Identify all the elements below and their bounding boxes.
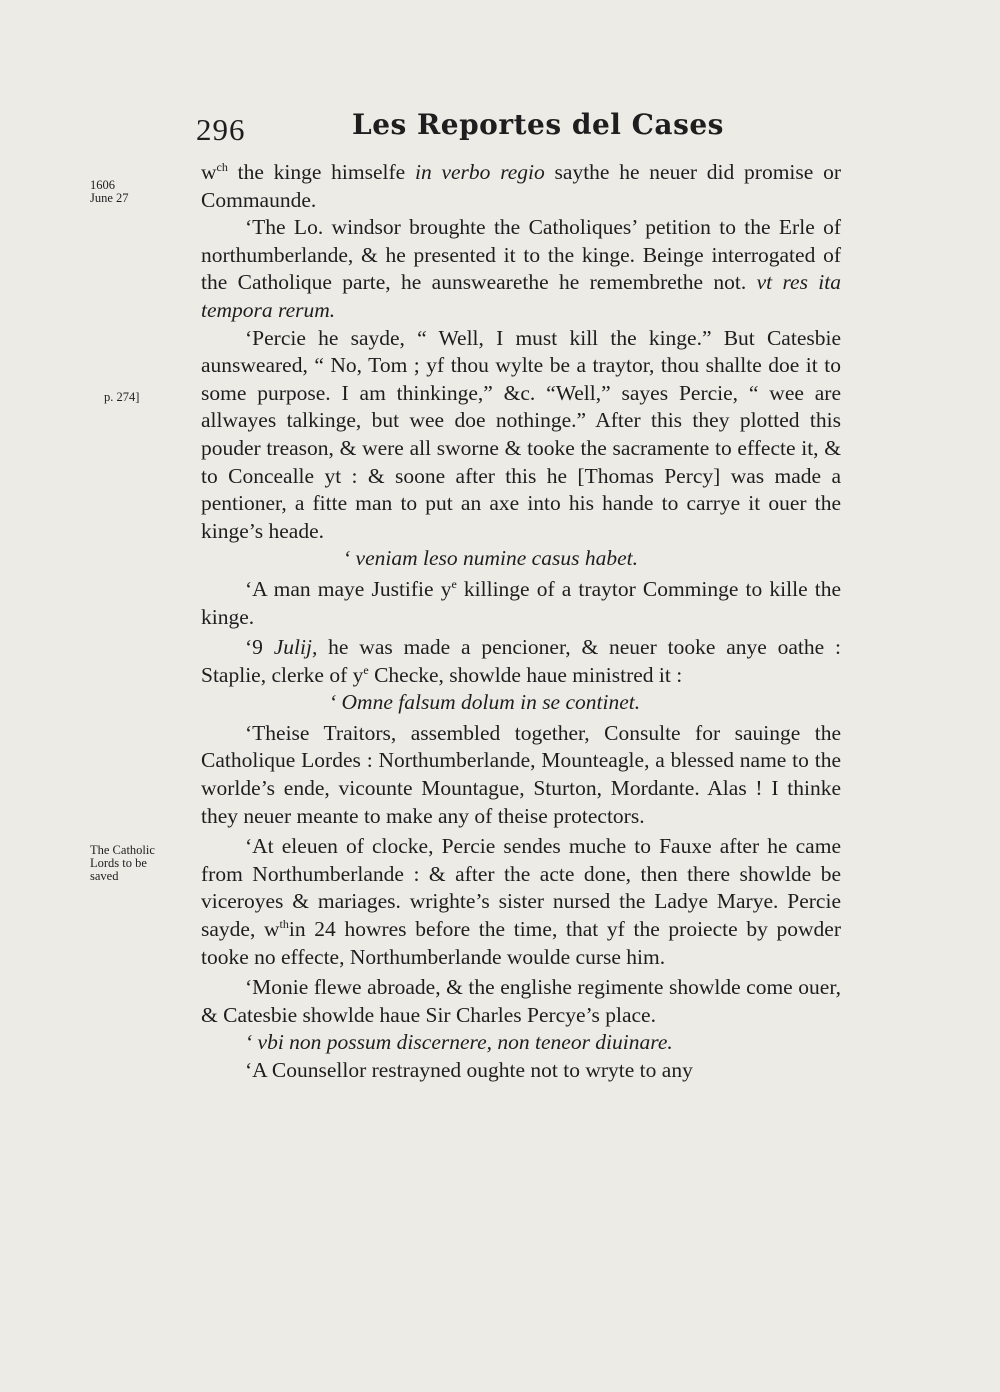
text-run: ‘The Lo. windsor broughte the Catholiques’ petition to the Erle of northumberlande, & he presented it to the kinge. Beinge interrogated of the Catholique parte, he aunswearethe he remembrethe not. [201,215,841,295]
superscript: ch [216,159,228,174]
superscript: e [451,576,457,591]
italic-phrase: in verbo regio [414,160,545,184]
margin-date-day: June 27 [90,191,129,205]
text-run: in 24 howres before the time, that yf the proiecte by powder tooke no effecte, Northumberlande woulde curse him. [201,917,841,969]
paragraph: ‘Percie he sayde, “ Well, I must kill the kinge.” But Catesbie aunsweared, “ No, Tom ; yf thou wylte be a traytor, thou shallte doe it to some purpose. I am thinkinge,” &c. “Well,” sayes Percie, “ wee are allwayes talkinge, but wee doe nothinge.” After this they plotted this pouder treason, & were all sworne & tooke the sacramente to effecte it, & to Concealle yt : & soone after this he [Thomas Percy] was made a pentioner, a fitte man to put an axe into his hande to carrye it ouer the kinge’s heade. [201,325,841,543]
paragraph [201,634,841,689]
latin-maxim: ‘ vbi non possum discernere, non teneor diuinare. [245,1030,673,1055]
margin-catholic-note-line: saved [90,869,119,883]
margin-date-year: 1606 [90,178,115,192]
text-run: w [201,160,217,184]
text-run: the kinge himselfe [227,160,415,184]
paragraph [201,159,841,214]
text-run: ‘A man maye Justifie y [245,576,452,601]
latin-maxim: ‘ veniam leso numine casus habet. [343,546,638,571]
text-run: saythe he neuer did promise or Commaunde. [201,160,841,212]
paragraph [201,576,841,631]
margin-catholic-note [90,844,195,883]
superscript: e [363,662,369,677]
paragraph: ‘Monie flewe abroade, & the englishe regimente showlde come ouer, & Catesbie showlde haue Sir Charles Percye’s place. [201,975,841,1027]
italic-phrase: Julij, [273,635,318,660]
paragraph [201,833,841,971]
body-text [201,159,841,1085]
text-run: Checke, showlde haue ministred it : [368,662,683,687]
margin-date [90,179,195,205]
margin-page-ref: p. 274] [104,390,140,404]
text-run: ‘At eleuen of clocke, Percie sendes muche to Fauxe after he came from Northumberlande : & after the acte done, then there showlde be viceroyes & mariages. wrighte’s sister nursed the Ladye Marye. Percie sayde, w [201,834,841,942]
margin-catholic-note-line: Lords to be [90,856,147,870]
margin-catholic-note-line: The Catholic [90,843,155,857]
text-run: ‘9 [245,635,274,660]
text-run: he was made a pencioner, & neuer tooke anye oathe : Staplie, clerke of y [201,635,841,687]
paragraph: ‘Theise Traitors, assembled together, Consulte for sauinge the Catholique Lordes : Northumberlande, Mounteagle, a blessed name to the worlde’s ende, vicounte Mountague, Sturton, Mordante. Alas ! I thinke they neuer meante to make any of theise protectors. [201,720,841,828]
superscript: th [279,916,289,931]
italic-phrase: vt res ita tempora rerum. [201,270,841,322]
running-head: Les Reportes del Cases [352,108,724,141]
text-run: killinge of a traytor Comminge to kille the kinge. [201,576,842,629]
paragraph: ‘A Counsellor restrayned oughte not to wryte to any [245,1058,693,1082]
latin-maxim: ‘ Omne falsum dolum in se continet. [329,690,641,715]
paragraph [201,214,841,324]
page-number: 296 [196,112,246,147]
